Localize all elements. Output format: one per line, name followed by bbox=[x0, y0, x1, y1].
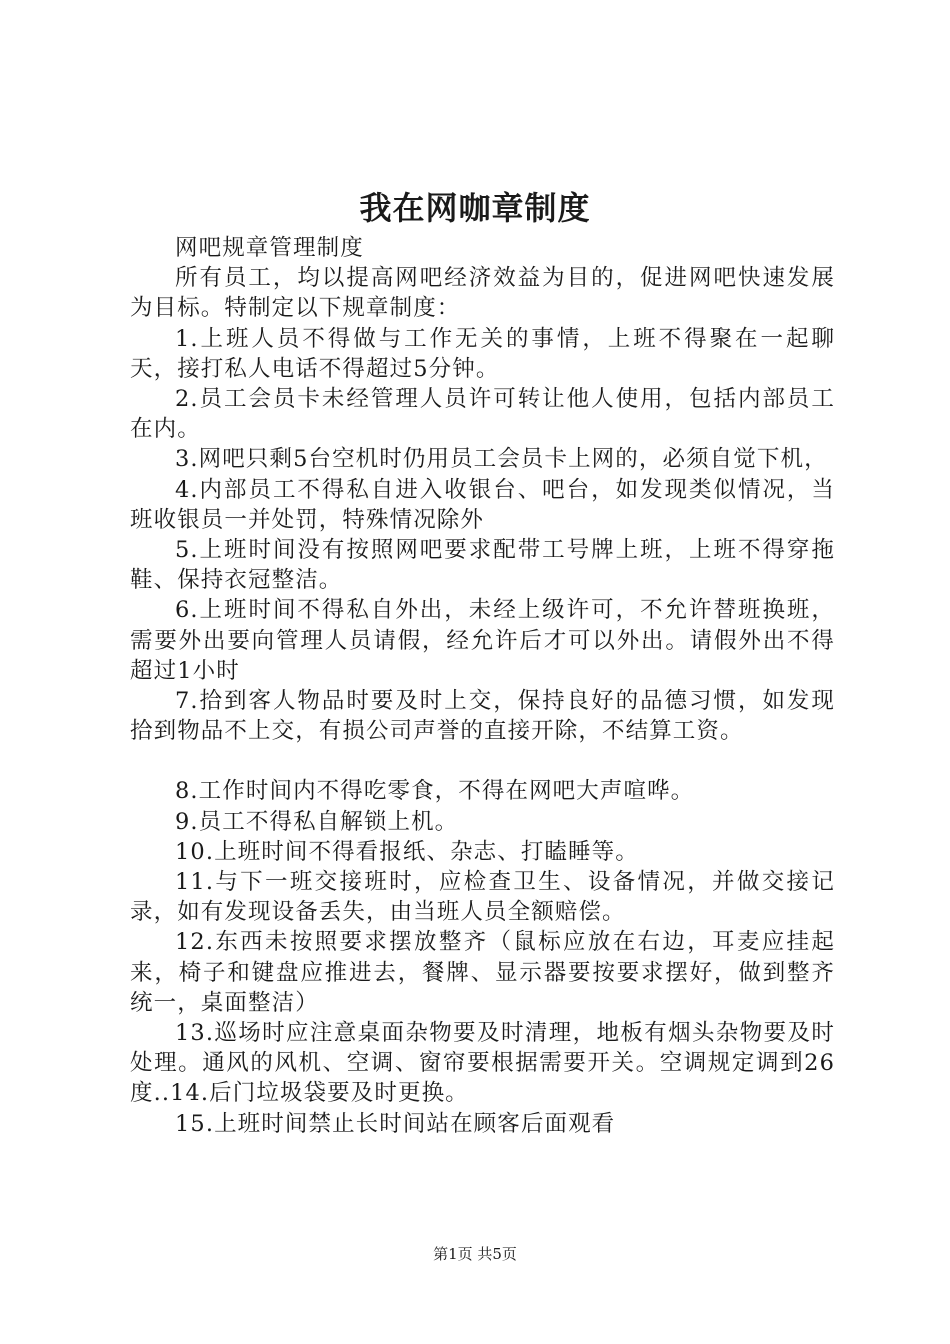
rule-3: 3.网吧只剩5台空机时仍用员工会员卡上网的，必须自觉下机， bbox=[175, 446, 828, 473]
rule-8: 8.工作时间内不得吃零食，不得在网吧大声喧哗。 bbox=[175, 778, 695, 805]
rule-12: 12.东西未按照要求摆放整齐（鼠标应放在右边，耳麦应挂起来，椅子和键盘应推进去，餐牌、显示器要按要求摆好，做到整齐统一，桌面整洁） bbox=[130, 929, 835, 1016]
rule-15: 15.上班时间禁止长时间站在顾客后面观看 bbox=[175, 1110, 616, 1137]
rule-1: 1.上班人员不得做与工作无关的事情，上班不得聚在一起聊天，接打私人电话不得超过5分钟。 bbox=[130, 325, 835, 382]
paragraph-intro: 所有员工，均以提高网吧经济效益为目的，促进网吧快速发展为目标。特制定以下规章制度： bbox=[130, 265, 835, 322]
document-title: 我在网咖章制度 bbox=[359, 189, 591, 227]
rule-4: 4.内部员工不得私自进入收银台、吧台，如发现类似情况，当班收银员一并处罚，特殊情况除外 bbox=[130, 476, 835, 533]
page-number: 第1页 共5页 bbox=[433, 1245, 517, 1263]
rule-2: 2.员工会员卡未经管理人员许可转让他人使用，包括内部员工在内。 bbox=[130, 386, 835, 443]
document-body bbox=[130, 233, 835, 1139]
rule-13-14: 13.巡场时应注意桌面杂物要及时清理，地板有烟头杂物要及时处理。通风的风机、空调、窗帘要根据需要开关。空调规定调到26度..14.后门垃圾袋要及时更换。 bbox=[130, 1020, 835, 1107]
rule-10: 10.上班时间不得看报纸、杂志、打瞌睡等。 bbox=[175, 838, 639, 865]
paragraph-heading: 网吧规章管理制度 bbox=[175, 235, 364, 261]
rule-9: 9.员工不得私自解锁上机。 bbox=[175, 808, 459, 835]
rule-6: 6.上班时间不得私自外出，未经上级许可，不允许替班换班，需要外出要向管理人员请假，经允许后才可以外出。请假外出不得超过1小时 bbox=[130, 597, 835, 684]
rule-5: 5.上班时间没有按照网吧要求配带工号牌上班，上班不得穿拖鞋、保持衣冠整洁。 bbox=[130, 537, 835, 594]
rule-7: 7.拾到客人物品时要及时上交，保持良好的品德习惯，如发现拾到物品不上交，有损公司声誉的直接开除，不结算工资。 bbox=[130, 688, 835, 745]
rule-11: 11.与下一班交接班时，应检查卫生、设备情况，并做交接记录，如有发现设备丢失，由当班人员全额赔偿。 bbox=[130, 869, 835, 926]
